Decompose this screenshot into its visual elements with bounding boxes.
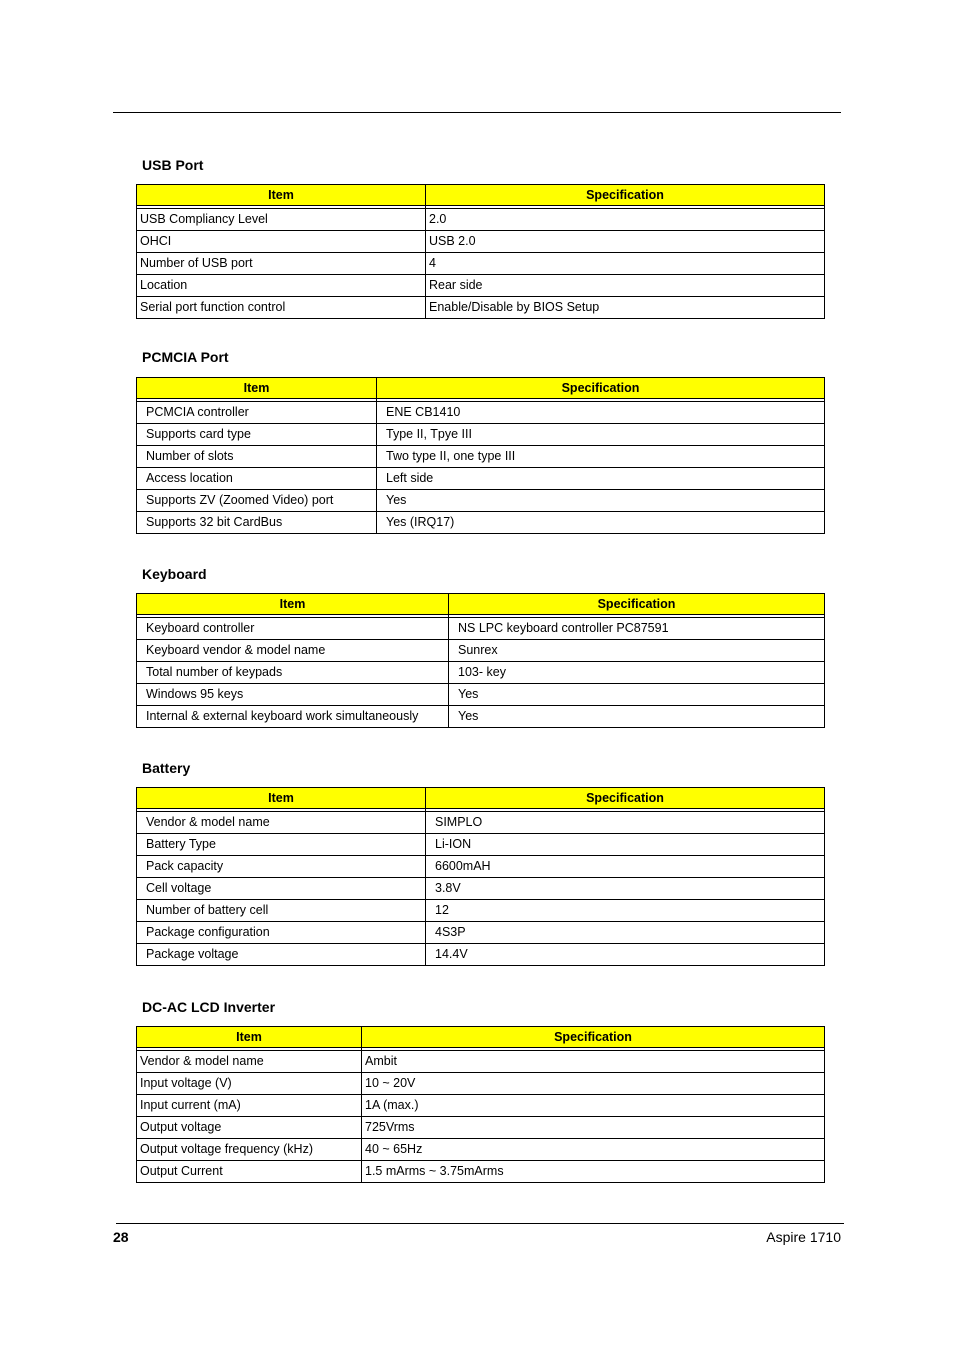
column-header-item: Item <box>137 185 426 206</box>
inverter-section-title: DC-AC LCD Inverter <box>142 999 276 1015</box>
table-row: Supports card type Type II, Tpye III <box>137 424 825 446</box>
usb-section-title: USB Port <box>142 157 204 173</box>
page-number: 28 <box>113 1229 129 1245</box>
table-row: Input voltage (V) 10 ~ 20V <box>137 1073 825 1095</box>
table-row: Output voltage frequency (kHz) 40 ~ 65Hz <box>137 1139 825 1161</box>
column-header-item: Item <box>137 788 426 809</box>
table-row: USB Compliancy Level 2.0 <box>137 209 825 231</box>
column-header-specification: Specification <box>426 185 825 206</box>
table-row: Keyboard vendor & model name Sunrex <box>137 640 825 662</box>
table-row: Number of slots Two type II, one type III <box>137 446 825 468</box>
keyboard-spec-table <box>136 593 825 728</box>
table-row: Package voltage 14.4V <box>137 944 825 966</box>
table-row: Internal & external keyboard work simultaneously Yes <box>137 706 825 728</box>
table-header-row <box>137 378 825 399</box>
table-row: Output voltage 725Vrms <box>137 1117 825 1139</box>
table-row: Number of USB port 4 <box>137 253 825 275</box>
product-name: Aspire 1710 <box>766 1229 841 1245</box>
table-row: Total number of keypads 103- key <box>137 662 825 684</box>
inverter-spec-table <box>136 1026 825 1183</box>
table-row: PCMCIA controller ENE CB1410 <box>137 402 825 424</box>
table-row: Vendor & model name Ambit <box>137 1051 825 1073</box>
table-row: Location Rear side <box>137 275 825 297</box>
column-header-specification: Specification <box>362 1027 825 1048</box>
column-header-specification: Specification <box>426 788 825 809</box>
table-row: Package configuration 4S3P <box>137 922 825 944</box>
table-row: Output Current 1.5 mArms ~ 3.75mArms <box>137 1161 825 1183</box>
battery-section-title: Battery <box>142 760 191 776</box>
table-row: Cell voltage 3.8V <box>137 878 825 900</box>
table-row: Supports 32 bit CardBus Yes (IRQ17) <box>137 512 825 534</box>
table-header-row <box>137 185 825 206</box>
column-header-item: Item <box>137 1027 362 1048</box>
column-header-item: Item <box>137 378 377 399</box>
column-header-specification: Specification <box>449 594 825 615</box>
table-row: Vendor & model name SIMPLO <box>137 812 825 834</box>
usb-spec-table <box>136 184 825 319</box>
table-row: Access location Left side <box>137 468 825 490</box>
table-row: Battery Type Li-ION <box>137 834 825 856</box>
table-row: Serial port function control Enable/Disable by BIOS Setup <box>137 297 825 319</box>
table-row: Windows 95 keys Yes <box>137 684 825 706</box>
keyboard-section-title: Keyboard <box>142 566 207 582</box>
table-header-row <box>137 594 825 615</box>
table-header-row <box>137 1027 825 1048</box>
column-header-item: Item <box>137 594 449 615</box>
column-header-specification: Specification <box>377 378 825 399</box>
pcmcia-spec-table <box>136 377 825 534</box>
footer-rule <box>116 1223 844 1224</box>
table-row: Supports ZV (Zoomed Video) port Yes <box>137 490 825 512</box>
battery-spec-table <box>136 787 825 966</box>
table-header-row <box>137 788 825 809</box>
table-row: OHCI USB 2.0 <box>137 231 825 253</box>
pcmcia-section-title: PCMCIA Port <box>142 349 229 365</box>
table-row: Number of battery cell 12 <box>137 900 825 922</box>
table-row: Pack capacity 6600mAH <box>137 856 825 878</box>
table-row: Keyboard controller NS LPC keyboard controller PC87591 <box>137 618 825 640</box>
table-row: Input current (mA) 1A (max.) <box>137 1095 825 1117</box>
header-rule <box>113 112 841 113</box>
